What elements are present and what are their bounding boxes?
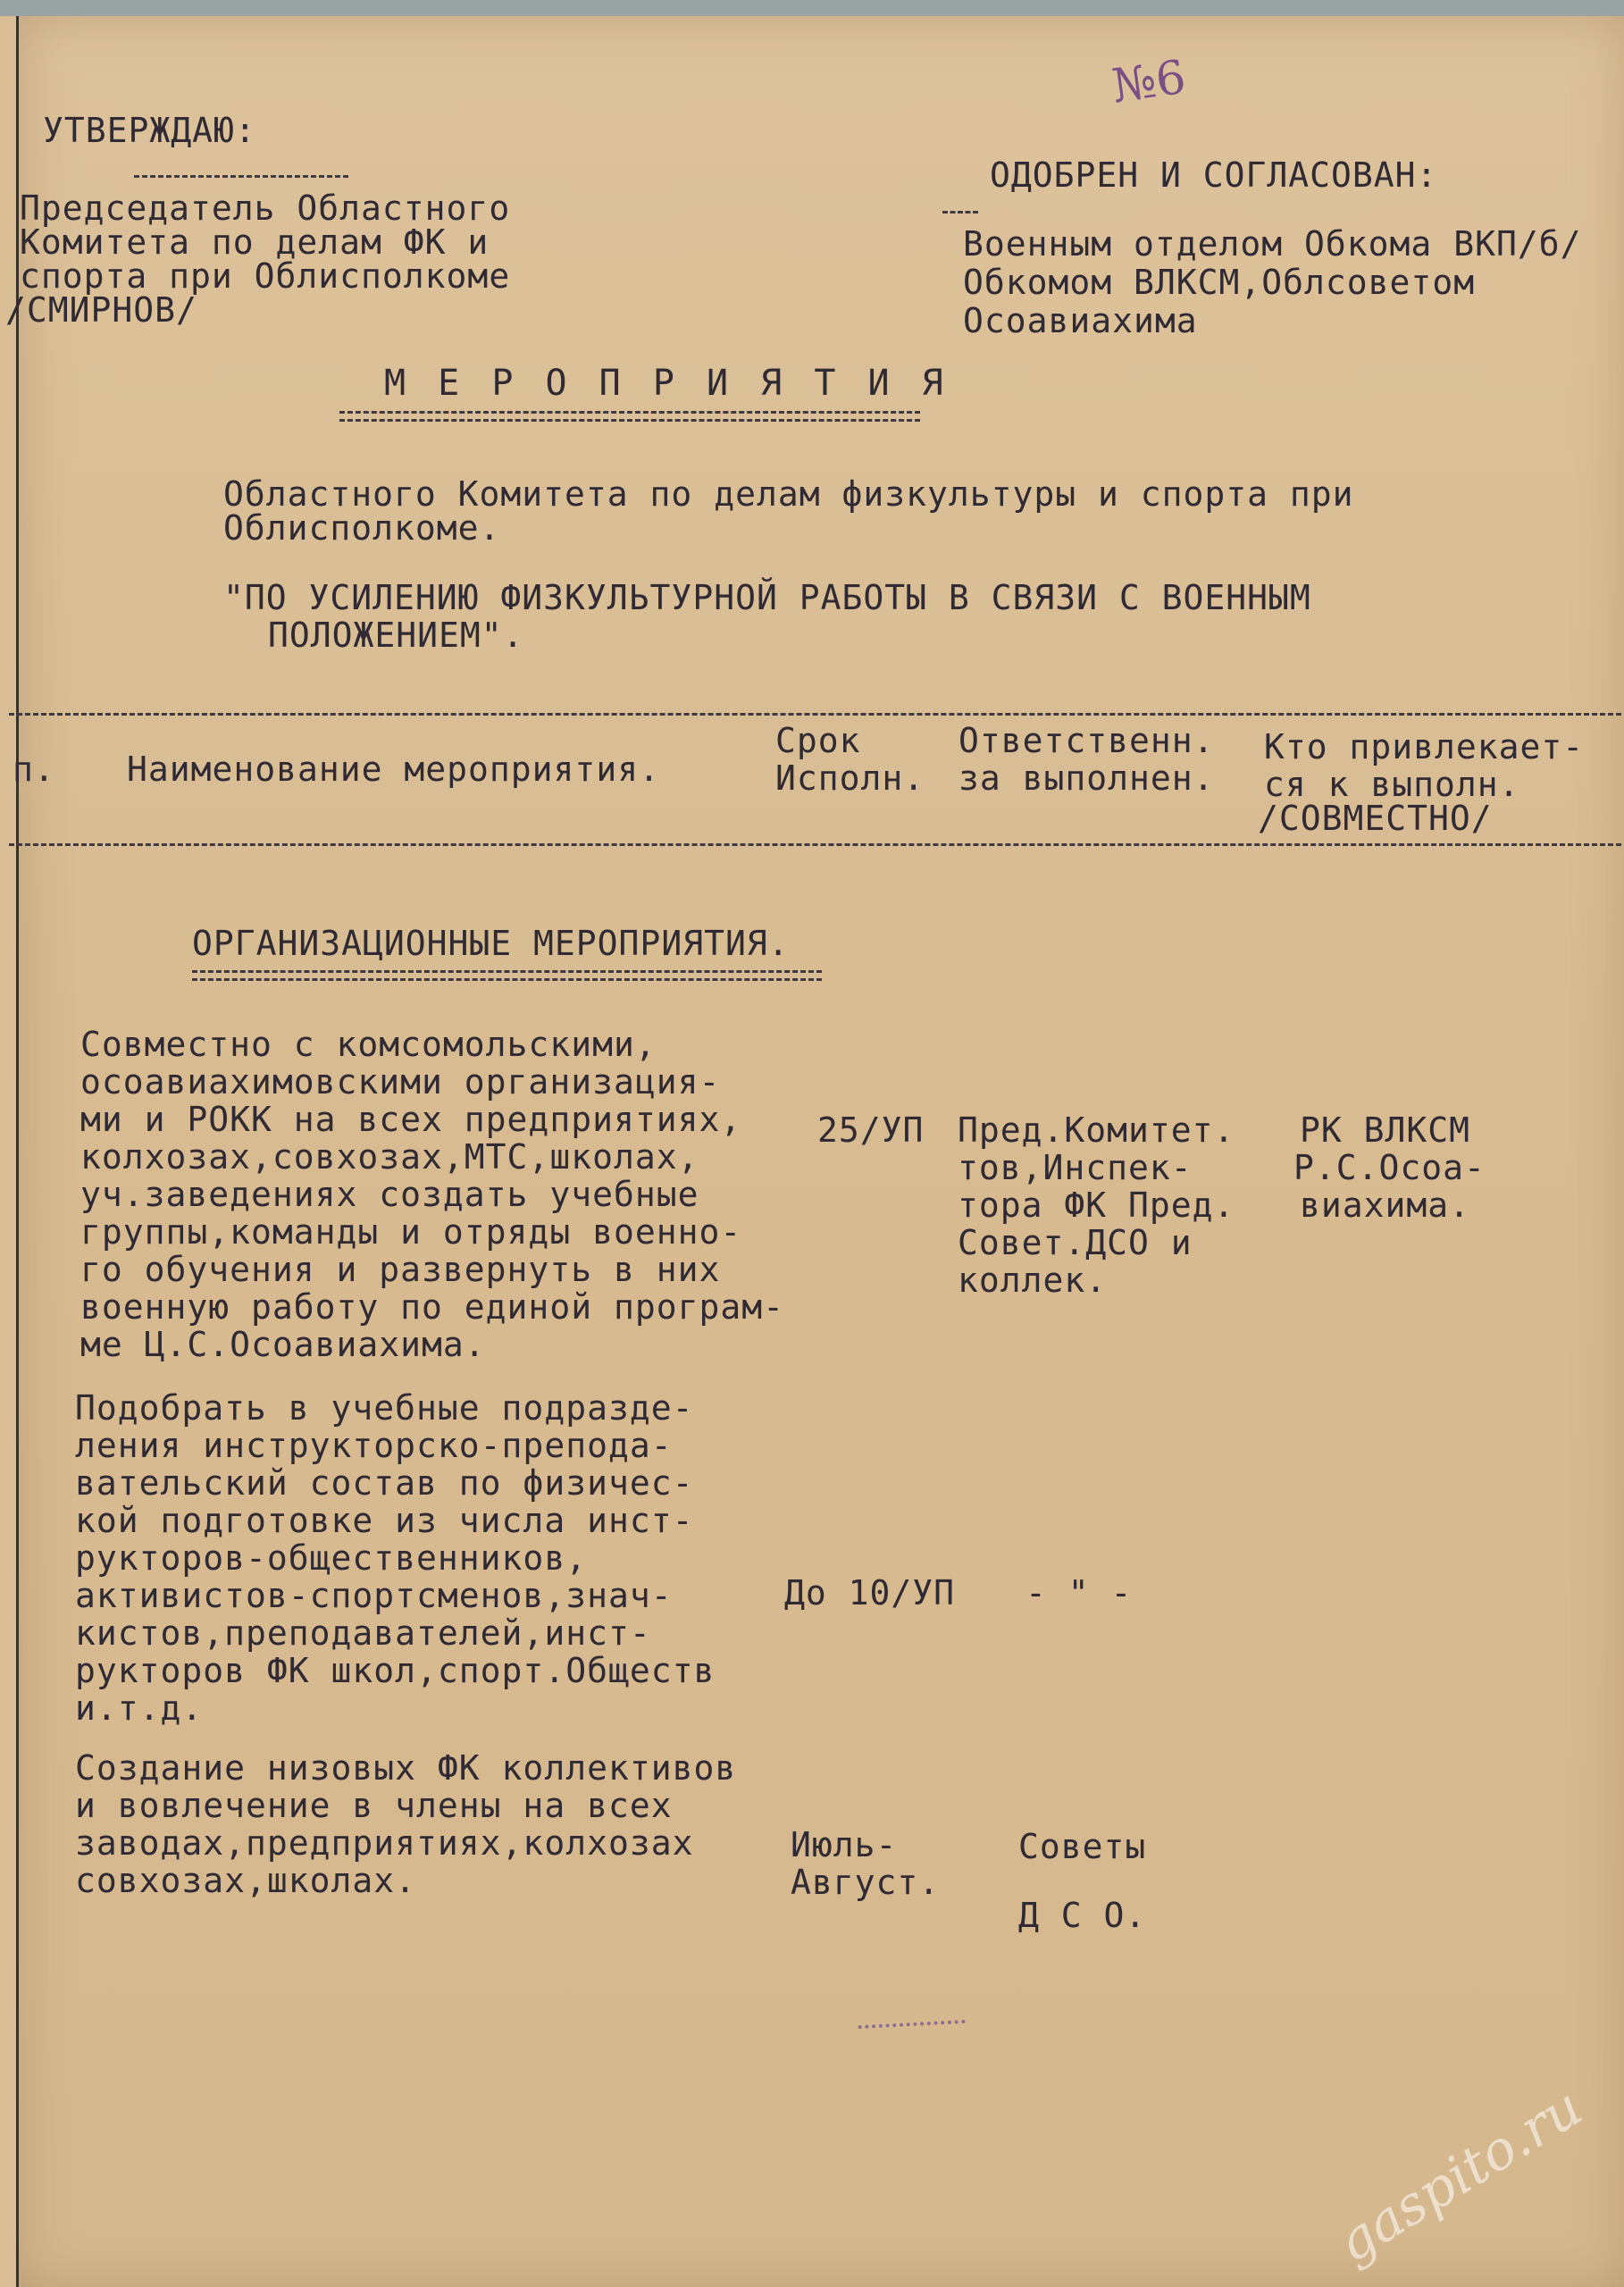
row-1-responsible-line-2: тов,Инспек- bbox=[958, 1148, 1193, 1187]
row-2-text-line-7: кистов,преподавателей,инст- bbox=[75, 1613, 651, 1653]
row-1-text-line-8: военную работу по единой програм- bbox=[80, 1287, 784, 1327]
row-1-text-line-7: го обучения и развернуть в них bbox=[80, 1250, 721, 1289]
site-watermark: gaspito.ru bbox=[1326, 2075, 1594, 2275]
table-header-top-rule bbox=[9, 713, 1621, 716]
col-involved-header-2: ся к выполн. bbox=[1264, 765, 1520, 804]
approve-heading: УТВЕРЖДАЮ: bbox=[43, 111, 256, 150]
section-title-underline bbox=[192, 970, 822, 973]
row-1-text-line-5: уч.заведениях создать учебные bbox=[80, 1175, 699, 1214]
document-title: М Е Р О П Р И Я Т И Я bbox=[384, 363, 949, 404]
col-term-header-2: Исполн. bbox=[775, 758, 925, 798]
approve-underline bbox=[134, 175, 348, 178]
approve-line-2: Комитета по делам ФК и bbox=[20, 222, 490, 262]
approve-line-3: спорта при Облисполкоме bbox=[20, 256, 511, 296]
row-2-text-line-1: Подобрать в учебные подразде- bbox=[75, 1388, 694, 1428]
row-1-text-line-1: Совместно с комсомольскими, bbox=[80, 1025, 657, 1064]
row-2-text-line-6: активистов-спортсменов,знач- bbox=[75, 1576, 673, 1615]
quote-line-2: ПОЛОЖЕНИЕМ". bbox=[268, 616, 524, 655]
row-1-involved-line-1: РК ВЛКСМ bbox=[1300, 1110, 1471, 1150]
row-2-text-line-4: кой подготовке из числа инст- bbox=[75, 1501, 694, 1540]
section-title: ОРГАНИЗАЦИОННЫЕ МЕРОПРИЯТИЯ. bbox=[192, 924, 790, 963]
row-3-text-line-1: Создание низовых ФК коллективов bbox=[75, 1748, 737, 1788]
agreed-underline bbox=[942, 211, 978, 214]
agreed-line-2: Обкомом ВЛКСМ,Облсоветом bbox=[963, 263, 1476, 302]
quote-line-1: "ПО УСИЛЕНИЮ ФИЗКУЛЬТУРНОЙ РАБОТЫ В СВЯЗИ С ВОЕННЫМ bbox=[223, 578, 1311, 617]
row-1-responsible-line-5: коллек. bbox=[958, 1261, 1108, 1300]
row-3-text-line-4: совхозах,школах. bbox=[75, 1861, 417, 1900]
row-1-text-line-2: осоавиахимовскими организация- bbox=[80, 1062, 721, 1102]
subtitle-line-2: Облисполкоме. bbox=[223, 508, 501, 548]
col-responsible-header-2: за выполнен. bbox=[958, 758, 1215, 798]
table-header-bottom-rule bbox=[9, 843, 1621, 846]
row-2-text-line-9: и.т.д. bbox=[75, 1688, 204, 1728]
row-2-text-line-5: рукторов-общественников, bbox=[75, 1538, 588, 1578]
row-2-responsible: - " - bbox=[1025, 1573, 1133, 1613]
row-3-text-line-2: и вовлечение в члены на всех bbox=[75, 1786, 673, 1825]
agreed-line-3: Осоавиахима bbox=[963, 301, 1198, 340]
row-1-involved-line-3: виахима. bbox=[1300, 1185, 1471, 1225]
approve-signature-name: /СМИРНОВ/ bbox=[5, 290, 197, 330]
archive-number-mark: №6 bbox=[1109, 50, 1190, 114]
row-2-text-line-8: рукторов ФК школ,спорт.Обществ bbox=[75, 1651, 716, 1690]
row-1-text-line-6: группы,команды и отряды военно- bbox=[80, 1212, 742, 1252]
agreed-line-1: Военным отделом Обкома ВКП/б/ bbox=[963, 224, 1582, 264]
row-3-term-line-2: Август. bbox=[791, 1863, 941, 1902]
row-3-responsible-line-1: Советы bbox=[1018, 1827, 1147, 1866]
row-3-text-line-3: заводах,предприятиях,колхозах bbox=[75, 1823, 694, 1863]
row-1-involved-line-2: Р.С.Осоа- bbox=[1293, 1148, 1486, 1187]
approve-line-1: Председатель Областного bbox=[20, 188, 511, 228]
col-name-header: Наименование мероприятия. bbox=[127, 750, 660, 789]
row-1-text-line-9: ме Ц.С.Осоавиахима. bbox=[80, 1325, 486, 1364]
scan-top-strip bbox=[0, 0, 1624, 16]
title-double-underline bbox=[339, 411, 920, 414]
row-2-text-line-2: ления инструкторско-препода- bbox=[75, 1426, 673, 1465]
row-2-term: До 10/УП bbox=[784, 1573, 956, 1613]
row-1-responsible-line-4: Совет.ДСО и bbox=[958, 1223, 1193, 1262]
row-1-text-line-3: ми и РОКК на всех предприятиях, bbox=[80, 1100, 742, 1139]
row-1-text-line-4: колхозах,совхозах,МТС,школах, bbox=[80, 1137, 699, 1177]
row-2-text-line-3: вательский состав по физичес- bbox=[75, 1463, 694, 1503]
col-term-header-1: Срок bbox=[775, 721, 861, 760]
row-3-responsible-line-2: Д С О. bbox=[1018, 1896, 1147, 1935]
col-involved-header-1: Кто привлекает- bbox=[1264, 727, 1585, 767]
col-num-header: п. bbox=[13, 750, 55, 789]
row-1-responsible-line-1: Пред.Комитет. bbox=[958, 1110, 1235, 1150]
row-1-term: 25/УП bbox=[817, 1110, 925, 1150]
col-involved-header-3: /СОВМЕСТНО/ bbox=[1258, 799, 1493, 838]
subtitle-line-1: Областного Комитета по делам физкультуры и спорта при bbox=[223, 474, 1354, 514]
row-1-responsible-line-3: тора ФК Пред. bbox=[958, 1185, 1235, 1225]
agreed-heading: ОДОБРЕН И СОГЛАСОВАН: bbox=[990, 155, 1438, 195]
col-responsible-header-1: Ответственн. bbox=[958, 721, 1215, 760]
row-3-term-line-1: Июль- bbox=[791, 1825, 898, 1864]
